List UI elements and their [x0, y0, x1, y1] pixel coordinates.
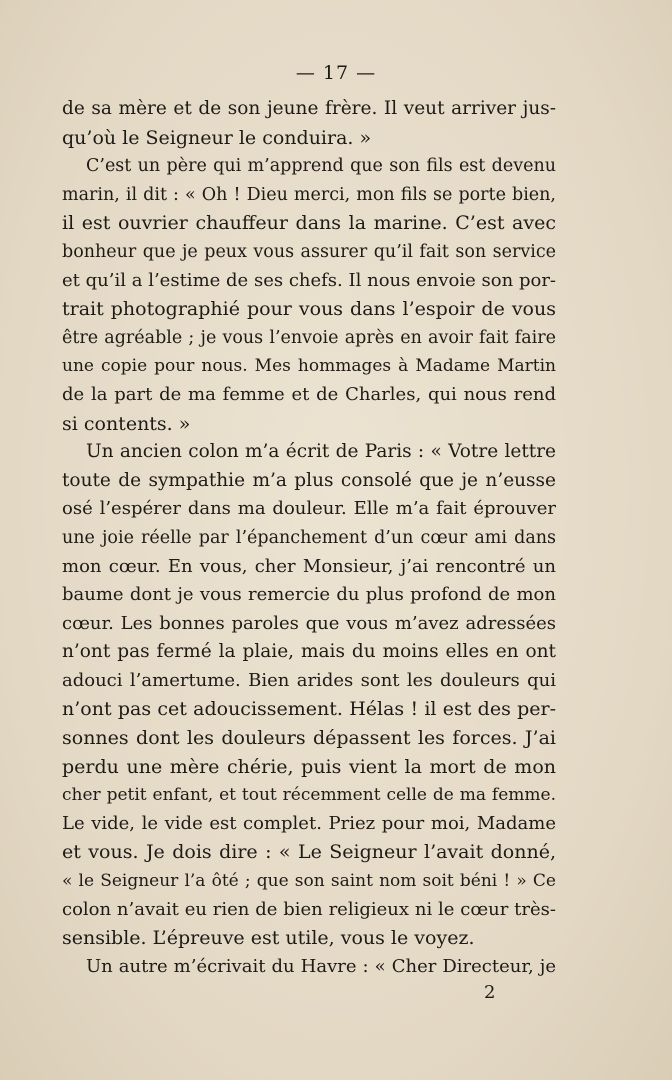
signature-mark: 2: [484, 982, 496, 1003]
page-number: — 17 —: [295, 62, 377, 84]
text-line: toute de sympathie m’a plus consolé que je n’eusse: [62, 469, 556, 491]
text-line: adouci l’amertume. Bien arides sont les douleurs qui: [62, 669, 556, 691]
text-line: baume dont je vous remercie du plus profond de mon: [62, 584, 556, 606]
text-line: une joie réelle par l’épanchement d’un cœur ami dans: [62, 527, 556, 548]
text-line: si contents. »: [62, 412, 191, 435]
text-line: mon cœur. En vous, cher Monsieur, j’ai rencontré un: [62, 555, 556, 577]
text-line: et qu’il a l’estime de ses chefs. Il nous envoie son por-: [62, 269, 556, 291]
text-line: perdu une mère chérie, puis vient la mort de mon: [62, 755, 556, 778]
text-line: de sa mère et de son jeune frère. Il veut arriver jus-: [62, 98, 556, 119]
text-line: et vous. Je dois dire : « Le Seigneur l’avait donné,: [62, 841, 556, 864]
text-line: bonheur que je peux vous assurer qu’il fait son service: [62, 241, 556, 262]
text-line: sensible. L’épreuve est utile, vous le voyez.: [62, 927, 475, 950]
body-text: [62, 95, 556, 981]
text-line: il est ouvrier chauffeur dans la marine. C’est avec: [62, 212, 556, 235]
text-line: être agréable ; je vous l’envoie après en avoir fait faire: [62, 327, 556, 348]
text-line: n’ont pas cet adoucissement. Hélas ! il est des per-: [62, 698, 556, 721]
text-line: cœur. Les bonnes paroles que vous m’avez adressées: [62, 612, 556, 634]
text-line: marin, il dit : « Oh ! Dieu merci, mon fils se porte bien,: [62, 184, 556, 205]
text-line: C’est un père qui m’apprend que son fils est devenu: [86, 156, 556, 177]
text-line: de la part de ma femme et de Charles, qui nous rend: [62, 383, 556, 405]
text-line: sonnes dont les douleurs dépassent les forces. J’ai: [62, 727, 556, 750]
text-line: Le vide, le vide est complet. Priez pour moi, Madame: [62, 812, 556, 834]
text-line: Un ancien colon m’a écrit de Paris : « Votre lettre: [86, 441, 556, 463]
text-line: « le Seigneur l’a ôté ; que son saint nom soit béni ! » Ce: [62, 871, 556, 892]
text-line: Un autre m’écrivait du Havre : « Cher Directeur, je: [86, 955, 556, 977]
text-line: osé l’espérer dans ma douleur. Elle m’a fait éprouver: [62, 498, 556, 520]
text-line: colon n’avait eu rien de bien religieux ni le cœur très-: [62, 898, 556, 920]
text-line: qu’où le Seigneur le conduira. »: [62, 126, 372, 149]
text-line: cher petit enfant, et tout récemment celle de ma femme.: [62, 785, 556, 806]
text-line: n’ont pas fermé la plaie, mais du moins elles en ont: [62, 641, 556, 663]
text-line: une copie pour nous. Mes hommages à Madame Martin: [62, 356, 556, 377]
text-line: trait photographié pour vous dans l’espoir de vous: [62, 298, 556, 321]
